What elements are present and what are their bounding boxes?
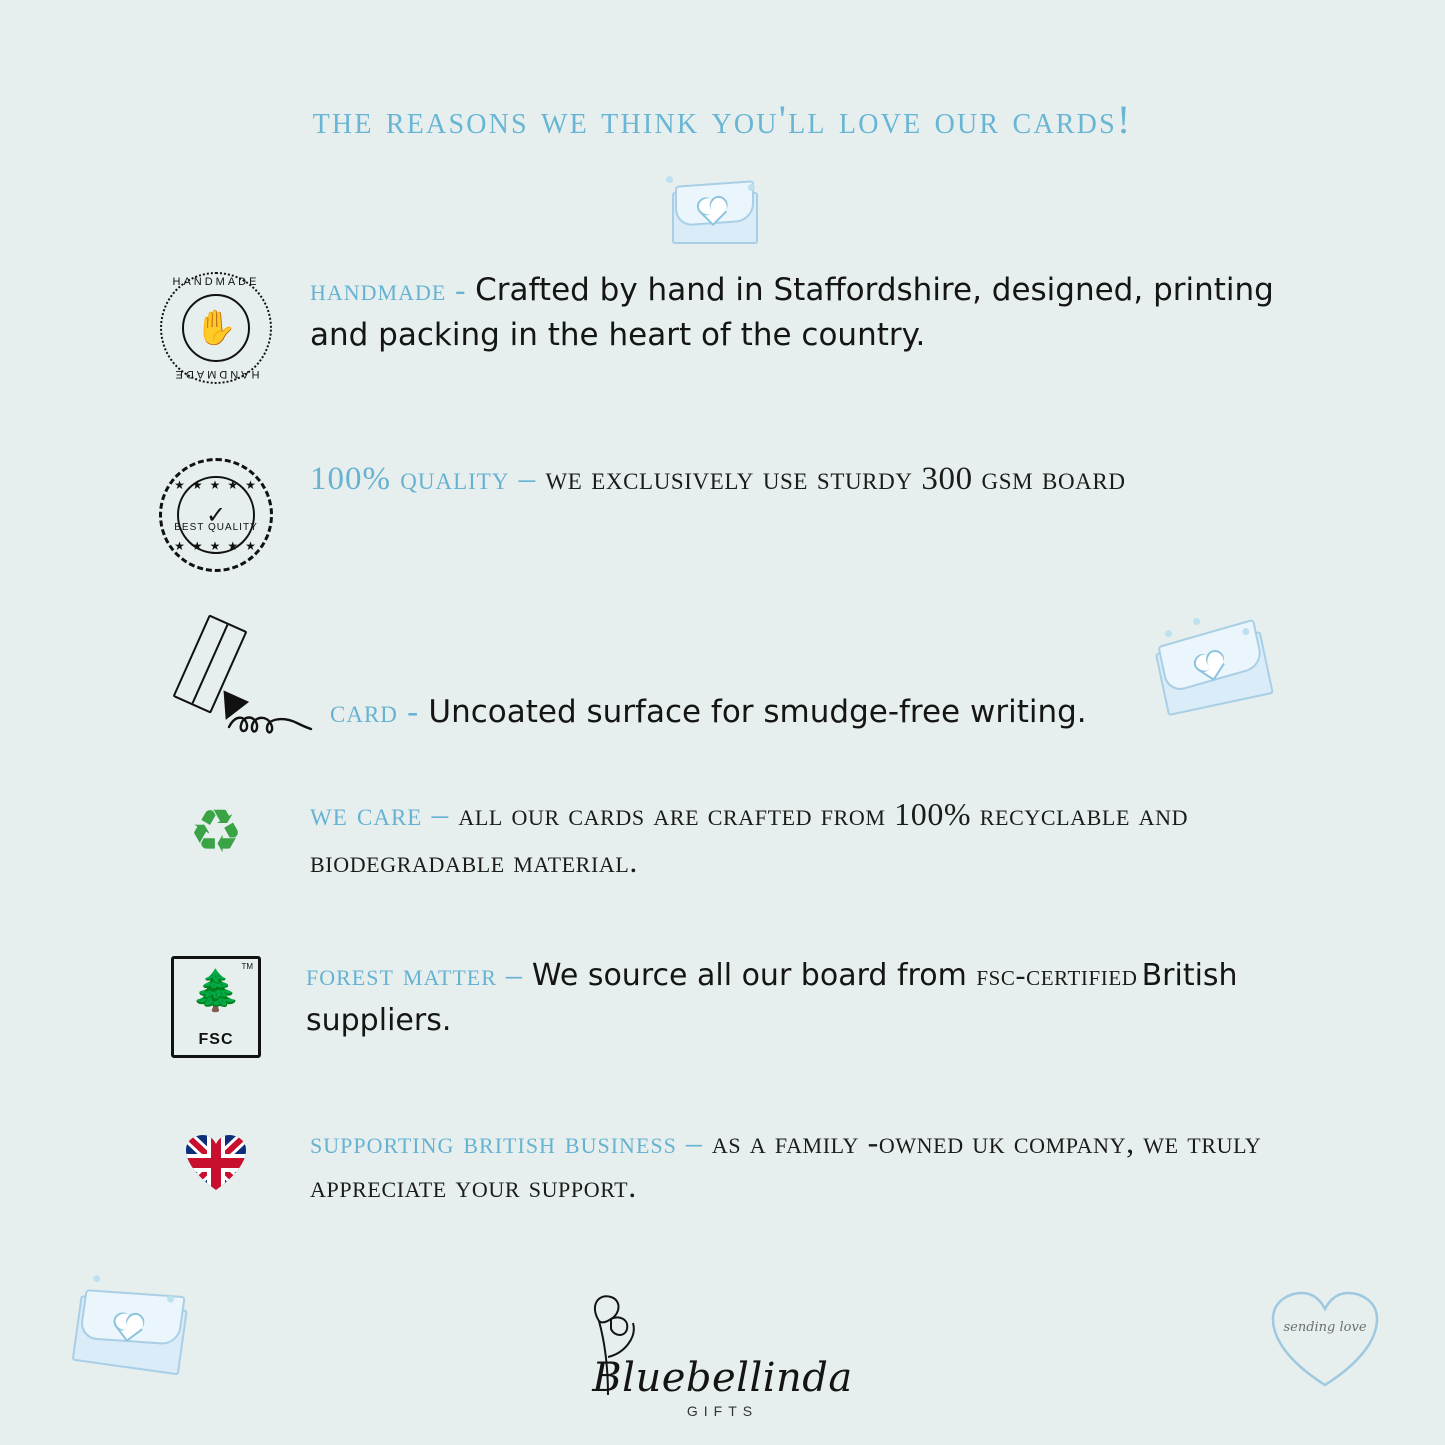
brand-name: Bluebellinda [592,1355,853,1401]
trademark-mark: TM [241,962,253,971]
quality-stars-bottom: ★ ★ ★ ★ ★ [174,539,258,553]
feature-label-forest-matter: forest matter – [306,956,532,992]
feature-body-british-business: as a family -owned uk company, we truly appreciate your support. [310,1124,1262,1205]
quality-stamp-text: BEST QUALITY [174,522,258,533]
handmade-stamp-bottom-text: HANDMADE [172,368,260,380]
feature-body-forest-hand-2: British suppliers. [306,958,1238,1038]
feature-text-card [320,615,1330,735]
sending-love-text: sending love [1283,1320,1367,1335]
check-icon: ✓ [205,503,227,529]
fsc-label: FSC [198,1031,234,1048]
handmade-stamp-icon [150,268,282,388]
feature-label-we-care: we care – [310,797,459,833]
tree-check-glyph: 🌲 [191,968,241,1013]
feature-row-we-care [150,792,1330,883]
sending-love-heart-icon [1269,1289,1381,1389]
uk-flag-heart-icon [150,1120,282,1192]
feature-body-handmade: Crafted by hand in Staffordshire, designed, printing and packing in the heart of the country. [310,272,1274,353]
feature-text-british-business [282,1120,1360,1208]
pencil-icon [150,615,320,745]
best-quality-stamp-icon [150,456,282,574]
feature-row-handmade [150,268,1330,388]
recycle-icon: ♻ [189,799,243,865]
feature-label-british-business: supporting british business – [310,1124,712,1160]
hand-heart-glyph: ✋ [194,310,238,347]
feature-text-we-care [282,792,1330,883]
envelope-with-heart-icon [672,182,754,250]
feature-row-british-business [150,1120,1360,1208]
sending-love-outline [1269,1289,1381,1389]
feature-row-quality [150,456,1330,574]
feature-body-we-care: all our cards are crafted from 100% recyclable and biodegradable material. [310,796,1189,879]
feature-body-forest-serif: fsc-certified [976,959,1138,992]
feature-row-card [150,615,1330,745]
pencil-squiggle-icon [227,707,313,737]
feature-label-quality: 100% quality – [310,461,546,497]
feature-text-quality [282,456,1330,502]
brand-subtitle: GIFTS [686,1403,759,1419]
page-title: the reasons we think you'll love our cards! [312,97,1133,142]
feature-body-card: Uncoated surface for smudge-free writing. [428,694,1087,730]
fsc-certificate-icon [150,950,282,1058]
feature-body-forest-hand: We source all our board from [531,958,977,993]
feature-text-handmade [282,268,1330,358]
brand-logo [0,1355,1445,1419]
handmade-stamp-top-text: HANDMADE [172,276,260,288]
feature-body-quality: we exclusively use sturdy 300 gsm board [545,461,1126,497]
feature-label-handmade: handmade - [310,272,476,307]
uk-flag-heart-shape [185,1134,247,1192]
quality-stars-top: ★ ★ ★ ★ ★ [174,478,258,492]
feature-row-forest-matter [150,950,1360,1058]
feature-label-card: card - [330,694,429,730]
feature-text-forest-matter [282,950,1360,1043]
